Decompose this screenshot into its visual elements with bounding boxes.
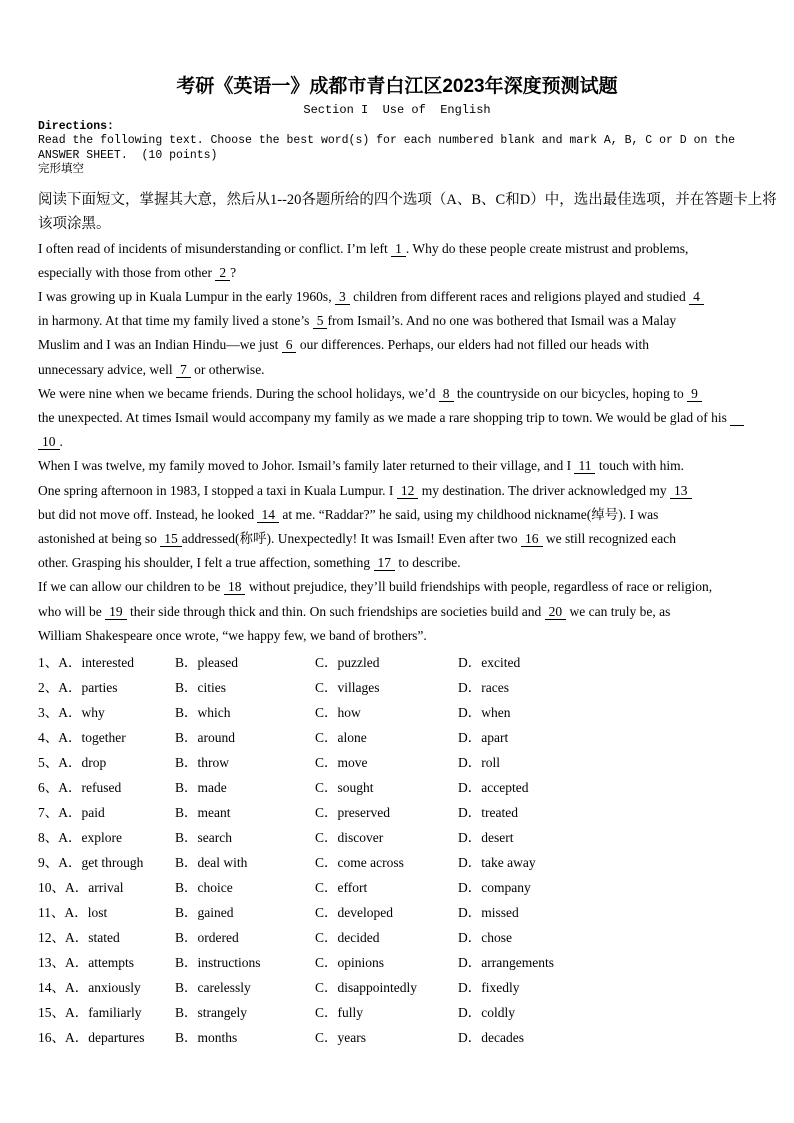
question-cell xyxy=(38,725,175,750)
question-list xyxy=(38,650,794,1050)
option-a: A．drop xyxy=(58,755,107,771)
passage-line: other. Grasping his shoulder, I felt a true affection, something 17 to describe. xyxy=(38,555,461,571)
option-c: C．alone xyxy=(315,730,367,746)
option-d: D．desert xyxy=(458,830,514,846)
option-a: A．why xyxy=(58,705,105,721)
instructions-line: 该项涂黑。 xyxy=(38,216,111,233)
passage-line: but did not move off. Instead, he looked 14 at me. “Raddar?” he said, using my childhood nickname(绰号). I was xyxy=(38,506,659,522)
option-a: A．attempts xyxy=(65,955,134,971)
question-row xyxy=(38,825,794,850)
option-a: A．refused xyxy=(58,780,122,796)
question-row xyxy=(38,850,794,875)
option-d: D．when xyxy=(458,705,511,721)
question-row xyxy=(38,1000,794,1025)
option-b: B．strangely xyxy=(175,1005,247,1021)
question-cell xyxy=(38,925,175,950)
page-title: 考研《英语一》成都市青白江区2023年深度预测试题 xyxy=(176,76,618,97)
cloze-blank: 10 xyxy=(38,434,60,450)
option-c: C．fully xyxy=(315,1005,364,1021)
question-row xyxy=(38,675,794,700)
question-row xyxy=(38,725,794,750)
option-c: C．years xyxy=(315,1030,366,1046)
option-a: A．arrival xyxy=(65,880,124,896)
cloze-blank: 16 xyxy=(521,531,543,547)
passage-line: astonished at being so 15 addressed(称呼). Unexpectedly! It was Ismail! Even after two 16 we still recognized each xyxy=(38,531,676,547)
option-c: C．how xyxy=(315,705,361,721)
cloze-blank: 12 xyxy=(397,483,419,499)
option-a: A．explore xyxy=(58,830,122,846)
cloze-blank: 3 xyxy=(335,289,350,305)
question-cell xyxy=(38,975,175,1000)
question-number: 14、 xyxy=(38,980,65,996)
cloze-blank: 1 xyxy=(391,241,406,257)
option-d: D．coldly xyxy=(458,1005,515,1021)
option-d: D．accepted xyxy=(458,780,529,796)
directions-line: Read the following text. Choose the best word(s) for each numbered blank and mark A, B, C or D on the xyxy=(38,134,736,148)
passage-line: We were nine when we became friends. During the school holidays, we’d 8 the countryside on our bicycles, hoping to 9 xyxy=(38,382,794,406)
passage-line: When I was twelve, my family moved to Johor. Ismail’s family later returned to their village, and I 11 touch with him. xyxy=(38,458,684,474)
question-row xyxy=(38,975,794,1000)
passage-line: unnecessary advice, well 7 or otherwise. xyxy=(38,361,265,377)
question-number: 11、 xyxy=(38,905,65,921)
option-b: B．around xyxy=(175,730,235,746)
option-d: D．races xyxy=(458,680,509,696)
option-b: B．choice xyxy=(175,880,233,896)
option-b: B．throw xyxy=(175,755,229,771)
option-d: D．take away xyxy=(458,855,536,871)
question-cell xyxy=(38,1025,175,1050)
option-c: C．move xyxy=(315,755,368,771)
option-d: D．apart xyxy=(458,730,509,746)
option-d: D．treated xyxy=(458,805,518,821)
cloze-blank: 4 xyxy=(689,289,704,305)
question-row xyxy=(38,1025,794,1050)
cloze-blank: 9 xyxy=(687,386,702,402)
question-cell xyxy=(38,950,175,975)
option-b: B．search xyxy=(175,830,232,846)
question-cell xyxy=(38,825,175,850)
cloze-blank: 6 xyxy=(282,337,297,353)
passage-line: in harmony. At that time my family lived a stone’s 5 from Ismail’s. And no one was bothered that Ismail was a Malay xyxy=(38,313,677,329)
question-number: 4、 xyxy=(38,730,59,746)
question-row xyxy=(38,750,794,775)
option-b: B．ordered xyxy=(175,930,239,946)
question-number: 10、 xyxy=(38,880,65,896)
passage-line: I often read of incidents of misunderstanding or conflict. I’m left 1 . Why do these people create mistrust and problems, xyxy=(38,240,689,256)
question-cell xyxy=(38,700,175,725)
question-number: 15、 xyxy=(38,1005,65,1021)
question-cell xyxy=(38,900,175,925)
option-c: C．villages xyxy=(315,680,380,696)
option-c: C．effort xyxy=(315,880,368,896)
passage-line: One spring afternoon in 1983, I stopped a taxi in Kuala Lumpur. I 12 my destination. The driver acknowledged my 13 xyxy=(38,479,794,503)
option-a: A．departures xyxy=(65,1030,145,1046)
cloze-blank: 2 xyxy=(215,265,230,281)
question-row xyxy=(38,800,794,825)
question-cell xyxy=(38,850,175,875)
passage-line: I was growing up in Kuala Lumpur in the early 1960s, 3 children from different races and religions played and studied 4 xyxy=(38,285,794,309)
cloze-blank: 11 xyxy=(574,458,595,474)
question-cell xyxy=(38,750,175,775)
option-a: A．get through xyxy=(58,855,144,871)
passage-line: 10 . xyxy=(38,430,794,454)
option-b: B．cities xyxy=(175,680,226,696)
cloze-blank: 8 xyxy=(439,386,454,402)
cloze-blank: 17 xyxy=(374,555,396,571)
directions-line: ANSWER SHEET. (10 points) xyxy=(38,148,218,162)
cloze-blank: 5 xyxy=(313,313,328,329)
question-cell xyxy=(38,650,175,675)
passage-line: If we can allow our children to be 18 without prejudice, they’ll build friendships with people, regardless of race or religion, xyxy=(38,579,713,595)
question-number: 2、 xyxy=(38,680,59,696)
option-c: C．opinions xyxy=(315,955,385,971)
option-b: B．pleased xyxy=(175,655,238,671)
cloze-passage xyxy=(38,237,794,648)
option-d: D．excited xyxy=(458,655,521,671)
option-c: C．sought xyxy=(315,780,374,796)
option-a: A．familiarly xyxy=(65,1005,142,1021)
option-c: C．developed xyxy=(315,905,393,921)
option-b: B．meant xyxy=(175,805,231,821)
passage-line: Muslim and I was an Indian Hindu—we just 6 our differences. Perhaps, our elders had not filled our heads with xyxy=(38,337,649,353)
section-heading: Section I Use of English xyxy=(303,103,491,117)
option-c: C．disappointedly xyxy=(315,980,417,996)
option-c: C．come across xyxy=(315,855,404,871)
cloze-blank: 7 xyxy=(176,362,191,378)
question-row xyxy=(38,925,794,950)
option-a: A．anxiously xyxy=(65,980,141,996)
option-d: D．roll xyxy=(458,755,500,771)
question-row xyxy=(38,900,794,925)
directions-line: 完形填空 xyxy=(38,162,84,176)
option-d: D．company xyxy=(458,880,531,896)
question-row xyxy=(38,950,794,975)
option-b: B．carelessly xyxy=(175,980,251,996)
option-a: A．stated xyxy=(65,930,120,946)
option-c: C．puzzled xyxy=(315,655,380,671)
option-d: D．fixedly xyxy=(458,980,520,996)
cloze-blank xyxy=(730,410,744,426)
option-a: A．together xyxy=(58,730,126,746)
option-c: C．discover xyxy=(315,830,384,846)
question-cell xyxy=(38,1000,175,1025)
directions-lines xyxy=(38,134,756,177)
passage-line: especially with those from other 2 ? xyxy=(38,264,237,280)
question-cell xyxy=(38,775,175,800)
option-b: B．gained xyxy=(175,905,234,921)
option-b: B．which xyxy=(175,705,231,721)
question-number: 1、 xyxy=(38,655,59,671)
question-number: 3、 xyxy=(38,705,59,721)
question-number: 5、 xyxy=(38,755,59,771)
instructions-cn xyxy=(38,188,777,236)
passage-line: William Shakespeare once wrote, “we happy few, we band of brothers”. xyxy=(38,627,427,643)
cloze-blank: 18 xyxy=(224,579,246,595)
question-row xyxy=(38,775,794,800)
question-row xyxy=(38,875,794,900)
question-number: 12、 xyxy=(38,930,65,946)
option-b: B．months xyxy=(175,1030,238,1046)
question-number: 6、 xyxy=(38,780,59,796)
cloze-blank: 13 xyxy=(670,483,692,499)
cloze-blank: 20 xyxy=(545,604,567,620)
directions-label: Directions: xyxy=(38,120,114,133)
option-c: C．preserved xyxy=(315,805,390,821)
option-a: A．lost xyxy=(64,905,108,921)
question-number: 7、 xyxy=(38,805,59,821)
question-cell xyxy=(38,800,175,825)
passage-line: the unexpected. At times Ismail would accompany my family as we made a rare shopping trip to town. We would be glad of his xyxy=(38,406,794,430)
option-d: D．arrangements xyxy=(458,955,554,971)
directions-block xyxy=(38,120,756,177)
option-b: B．deal with xyxy=(175,855,248,871)
question-cell xyxy=(38,875,175,900)
instructions-line: 阅读下面短文，掌握其大意，然后从1--20各题所给的四个选项（A、B、C和D）中，选出最佳选项，并在答题卡上将 xyxy=(38,192,777,209)
option-b: B．instructions xyxy=(175,955,261,971)
question-cell xyxy=(38,675,175,700)
question-row xyxy=(38,650,794,675)
cloze-blank: 15 xyxy=(160,531,182,547)
cloze-blank: 19 xyxy=(105,604,127,620)
question-number: 9、 xyxy=(38,855,59,871)
question-number: 8、 xyxy=(38,830,59,846)
option-a: A．parties xyxy=(58,680,118,696)
option-b: B．made xyxy=(175,780,227,796)
question-row xyxy=(38,700,794,725)
option-d: D．decades xyxy=(458,1030,524,1046)
question-number: 16、 xyxy=(38,1030,65,1046)
option-d: D．chose xyxy=(458,930,512,946)
cloze-blank: 14 xyxy=(257,507,279,523)
option-a: A．interested xyxy=(58,655,134,671)
option-a: A．paid xyxy=(58,805,105,821)
question-number: 13、 xyxy=(38,955,65,971)
option-d: D．missed xyxy=(458,905,519,921)
passage-line: who will be 19 their side through thick and thin. On such friendships are societies build and 20 we can truly be, as xyxy=(38,603,671,619)
option-c: C．decided xyxy=(315,930,380,946)
